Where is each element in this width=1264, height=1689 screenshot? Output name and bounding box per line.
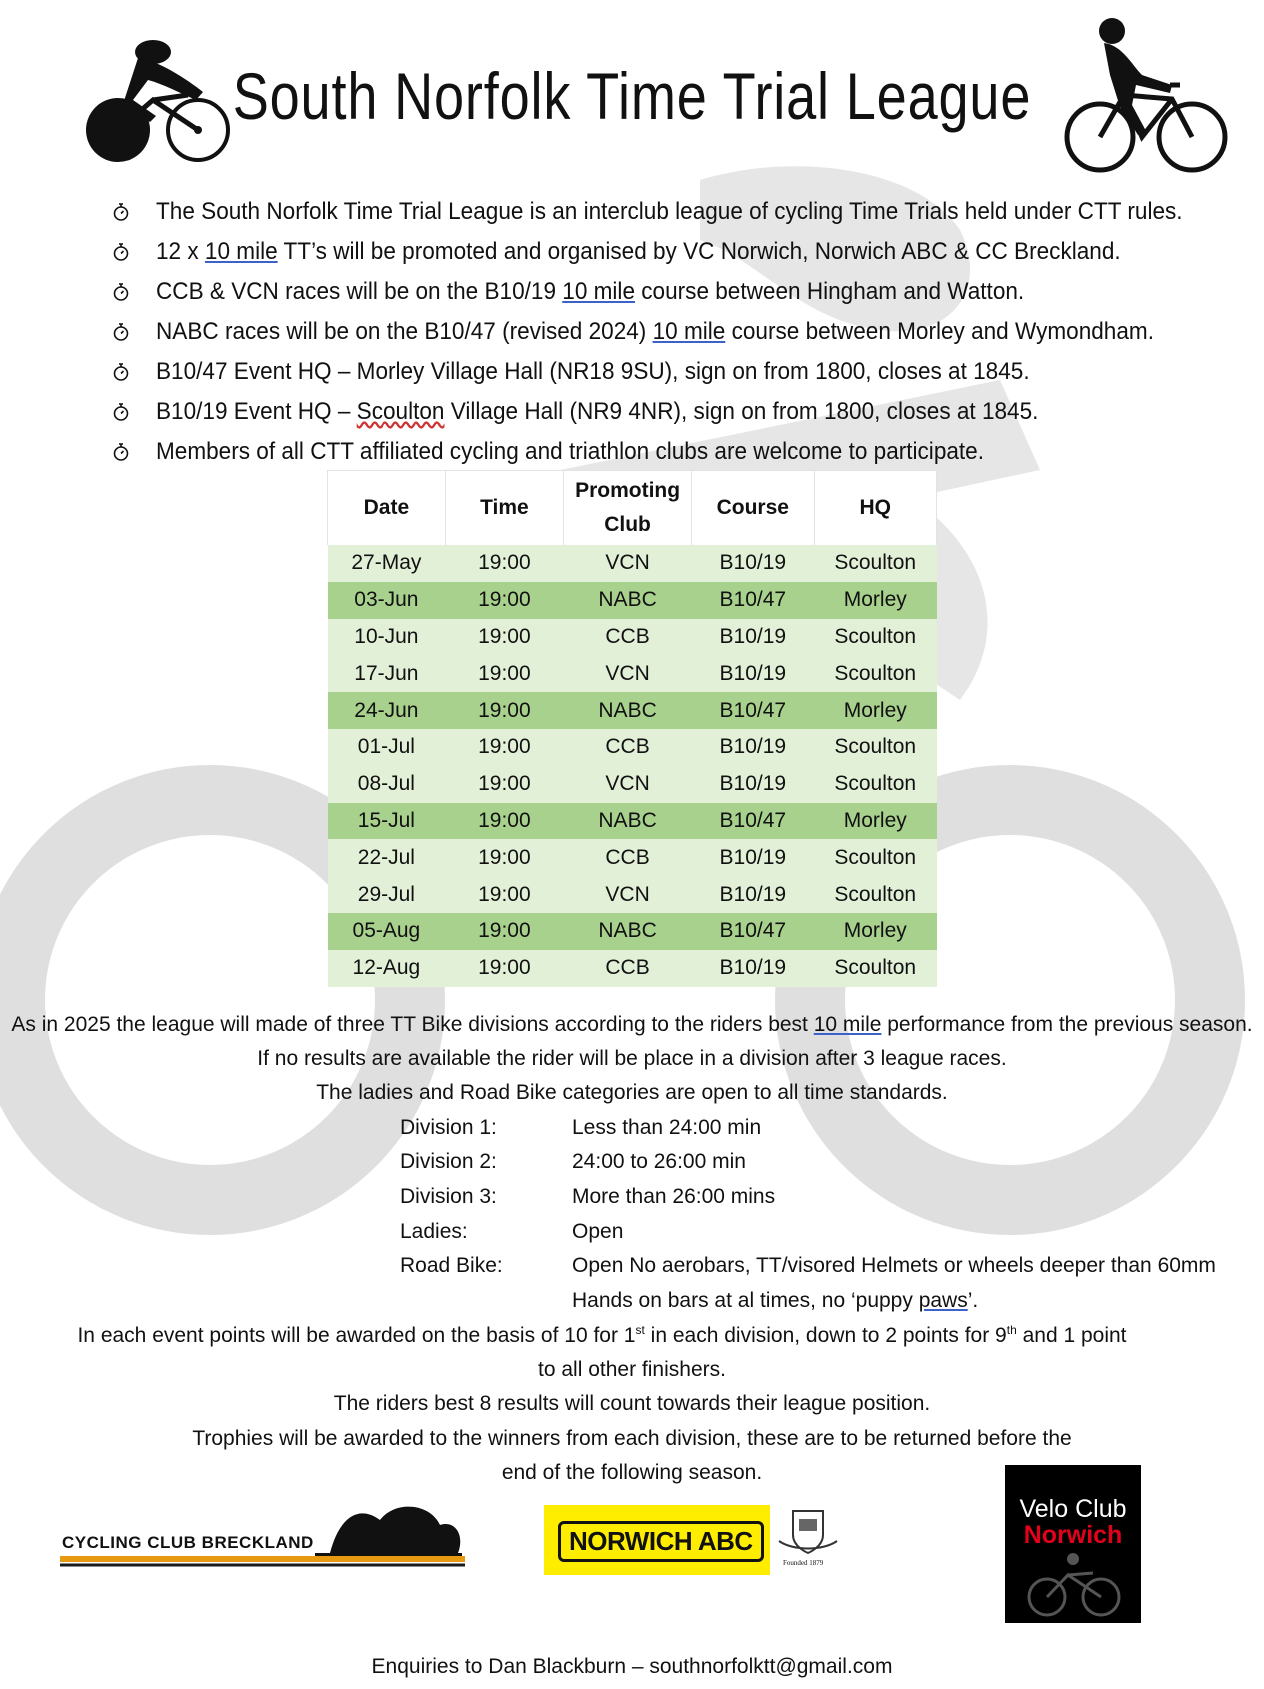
cell-time: 19:00 bbox=[445, 839, 563, 876]
stopwatch-icon bbox=[112, 242, 156, 262]
cell-time: 19:00 bbox=[445, 655, 563, 692]
page-title: South Norfolk Time Trial League bbox=[232, 59, 1032, 133]
crest-icon bbox=[773, 1505, 843, 1557]
division-1-value: Less than 24:00 min bbox=[572, 1116, 762, 1139]
info-list bbox=[112, 192, 1212, 472]
road-bike-value: Open No aerobars, TT/visored Helmets or wheels deeper than 60mm bbox=[572, 1254, 1216, 1277]
vcn-cyclist-icon bbox=[1023, 1553, 1123, 1618]
vcn-logo bbox=[1005, 1465, 1141, 1623]
cell-club: VCN bbox=[564, 655, 692, 692]
table-row bbox=[328, 545, 937, 582]
cell-course: B10/19 bbox=[692, 729, 814, 766]
info-item bbox=[112, 392, 1212, 432]
info-text: CCB & VCN races will be on the B10/19 10 mile course between Hingham and Watton. bbox=[156, 278, 1025, 305]
cell-date: 01-Jul bbox=[328, 729, 446, 766]
ccb-logo bbox=[60, 1495, 465, 1570]
stopwatch-icon bbox=[112, 442, 156, 462]
cell-date: 10-Jun bbox=[328, 619, 446, 656]
cell-time: 19:00 bbox=[445, 803, 563, 840]
cell-club: CCB bbox=[564, 619, 692, 656]
info-text: B10/19 Event HQ – Scoulton Village Hall (NR9 4NR), sign on from 1800, closes at 1845. bbox=[156, 398, 1039, 425]
cell-club: VCN bbox=[564, 876, 692, 913]
col-club: Promoting Club bbox=[564, 471, 692, 546]
table-row bbox=[328, 582, 937, 619]
cell-course: B10/19 bbox=[692, 839, 814, 876]
info-item bbox=[112, 192, 1212, 232]
cell-time: 19:00 bbox=[445, 582, 563, 619]
cell-course: B10/19 bbox=[692, 545, 814, 582]
cell-hq: Morley bbox=[814, 582, 937, 619]
cell-course: B10/19 bbox=[692, 655, 814, 692]
cell-club: NABC bbox=[564, 582, 692, 619]
table-row bbox=[328, 729, 937, 766]
cell-hq: Scoulton bbox=[814, 655, 937, 692]
cell-date: 29-Jul bbox=[328, 876, 446, 913]
table-row bbox=[328, 655, 937, 692]
info-text: 12 x 10 mile TT’s will be promoted and organised by VC Norwich, Norwich ABC & CC Breckland. bbox=[156, 238, 1121, 265]
enquiries-footer: Enquiries to Dan Blackburn – southnorfolktt@gmail.com bbox=[371, 1655, 893, 1678]
cell-course: B10/19 bbox=[692, 876, 814, 913]
table-row bbox=[328, 950, 937, 987]
cell-course: B10/47 bbox=[692, 582, 814, 619]
ladies-value: Open bbox=[572, 1220, 624, 1243]
info-item bbox=[112, 352, 1212, 392]
table-row bbox=[328, 876, 937, 913]
stopwatch-icon bbox=[112, 402, 156, 422]
stopwatch-icon bbox=[112, 362, 156, 382]
stopwatch-icon bbox=[112, 322, 156, 342]
road-cyclist-icon bbox=[1062, 15, 1230, 177]
division-2-value: 24:00 to 26:00 min bbox=[572, 1150, 746, 1173]
cell-date: 27-May bbox=[328, 545, 446, 582]
cell-hq: Scoulton bbox=[814, 839, 937, 876]
nabc-crest bbox=[773, 1505, 843, 1575]
cell-club: VCN bbox=[564, 545, 692, 582]
cell-time: 19:00 bbox=[445, 545, 563, 582]
table-row bbox=[328, 839, 937, 876]
col-date: Date bbox=[328, 471, 446, 546]
nabc-name: NORWICH ABC bbox=[558, 1521, 764, 1562]
info-item bbox=[112, 272, 1212, 312]
cell-date: 08-Jul bbox=[328, 766, 446, 803]
table-row bbox=[328, 803, 937, 840]
table-row bbox=[328, 692, 937, 729]
table-row bbox=[328, 766, 937, 803]
cell-club: CCB bbox=[564, 950, 692, 987]
table-row bbox=[328, 913, 937, 950]
cell-course: B10/47 bbox=[692, 692, 814, 729]
ccb-name: CYCLING CLUB BRECKLAND bbox=[62, 1533, 314, 1552]
info-text: NABC races will be on the B10/47 (revised 2024) 10 mile course between Morley and Wymondham. bbox=[156, 318, 1154, 345]
divisions-intro-line3: The ladies and Road Bike categories are open to all time standards. bbox=[316, 1081, 948, 1104]
vcn-line1: Velo Club bbox=[1019, 1495, 1127, 1523]
cell-date: 17-Jun bbox=[328, 655, 446, 692]
cell-club: VCN bbox=[564, 766, 692, 803]
info-text: The South Norfolk Time Trial League is an interclub league of cycling Time Trials held under CTT rules. bbox=[156, 198, 1183, 225]
division-1-label: Division 1: bbox=[400, 1116, 497, 1139]
cell-time: 19:00 bbox=[445, 729, 563, 766]
cell-date: 15-Jul bbox=[328, 803, 446, 840]
table-row bbox=[328, 619, 937, 656]
cell-hq: Scoulton bbox=[814, 545, 937, 582]
schedule-body bbox=[328, 545, 937, 987]
cell-date: 22-Jul bbox=[328, 839, 446, 876]
cell-time: 19:00 bbox=[445, 950, 563, 987]
cell-course: B10/47 bbox=[692, 913, 814, 950]
cell-hq: Scoulton bbox=[814, 766, 937, 803]
cell-hq: Morley bbox=[814, 913, 937, 950]
points-line2: to all other finishers. bbox=[538, 1358, 726, 1381]
cell-time: 19:00 bbox=[445, 692, 563, 729]
cell-club: CCB bbox=[564, 839, 692, 876]
col-course: Course bbox=[692, 471, 814, 546]
cell-course: B10/19 bbox=[692, 950, 814, 987]
points-line1: In each event points will be awarded on the basis of 10 for 1st in each division, down to 2 points for 9th and 1 point bbox=[77, 1323, 1127, 1347]
best-8-note: The riders best 8 results will count towards their league position. bbox=[333, 1392, 931, 1415]
divisions-intro-line1: As in 2025 the league will made of three TT Bike divisions according to the riders best 10 mile performance from the previous season. bbox=[11, 1013, 1253, 1036]
col-hq: HQ bbox=[814, 471, 937, 546]
cell-hq: Morley bbox=[814, 803, 937, 840]
cell-date: 12-Aug bbox=[328, 950, 446, 987]
cell-club: NABC bbox=[564, 913, 692, 950]
cell-club: NABC bbox=[564, 803, 692, 840]
divisions-intro-line2: If no results are available the rider will be place in a division after 3 league races. bbox=[257, 1047, 1007, 1070]
cell-hq: Scoulton bbox=[814, 950, 937, 987]
vcn-line2: Norwich bbox=[1023, 1521, 1123, 1549]
division-3-label: Division 3: bbox=[400, 1185, 497, 1208]
road-bike-extra: Hands on bars at al times, no ‘puppy paws’. bbox=[572, 1289, 979, 1312]
cell-course: B10/19 bbox=[692, 619, 814, 656]
road-bike-label: Road Bike: bbox=[400, 1254, 503, 1277]
stopwatch-icon bbox=[112, 282, 156, 302]
table-header-row bbox=[328, 471, 937, 546]
cell-hq: Scoulton bbox=[814, 729, 937, 766]
trophies-line2: end of the following season. bbox=[501, 1461, 763, 1484]
info-item bbox=[112, 432, 1212, 472]
schedule-table bbox=[327, 470, 937, 987]
cell-date: 24-Jun bbox=[328, 692, 446, 729]
cell-club: NABC bbox=[564, 692, 692, 729]
info-item bbox=[112, 312, 1212, 352]
division-3-value: More than 26:00 mins bbox=[572, 1185, 776, 1208]
col-time: Time bbox=[445, 471, 563, 546]
cell-time: 19:00 bbox=[445, 619, 563, 656]
info-text: Members of all CTT affiliated cycling and triathlon clubs are welcome to participate. bbox=[156, 438, 985, 465]
ladies-label: Ladies: bbox=[400, 1220, 468, 1243]
cell-date: 05-Aug bbox=[328, 913, 446, 950]
trophies-line1: Trophies will be awarded to the winners from each division, these are to be returned before the bbox=[192, 1427, 1072, 1450]
cell-hq: Morley bbox=[814, 692, 937, 729]
nabc-founded: Founded 1879 bbox=[783, 1559, 824, 1567]
cell-time: 19:00 bbox=[445, 876, 563, 913]
cell-time: 19:00 bbox=[445, 913, 563, 950]
cell-club: CCB bbox=[564, 729, 692, 766]
info-text: B10/47 Event HQ – Morley Village Hall (NR18 9SU), sign on from 1800, closes at 1845. bbox=[156, 358, 1030, 385]
cell-time: 19:00 bbox=[445, 766, 563, 803]
cell-hq: Scoulton bbox=[814, 876, 937, 913]
cell-date: 03-Jun bbox=[328, 582, 446, 619]
cell-course: B10/47 bbox=[692, 803, 814, 840]
info-item bbox=[112, 232, 1212, 272]
cell-hq: Scoulton bbox=[814, 619, 937, 656]
stopwatch-icon bbox=[112, 202, 156, 222]
cell-course: B10/19 bbox=[692, 766, 814, 803]
nabc-logo bbox=[544, 1505, 770, 1575]
division-2-label: Division 2: bbox=[400, 1150, 497, 1173]
